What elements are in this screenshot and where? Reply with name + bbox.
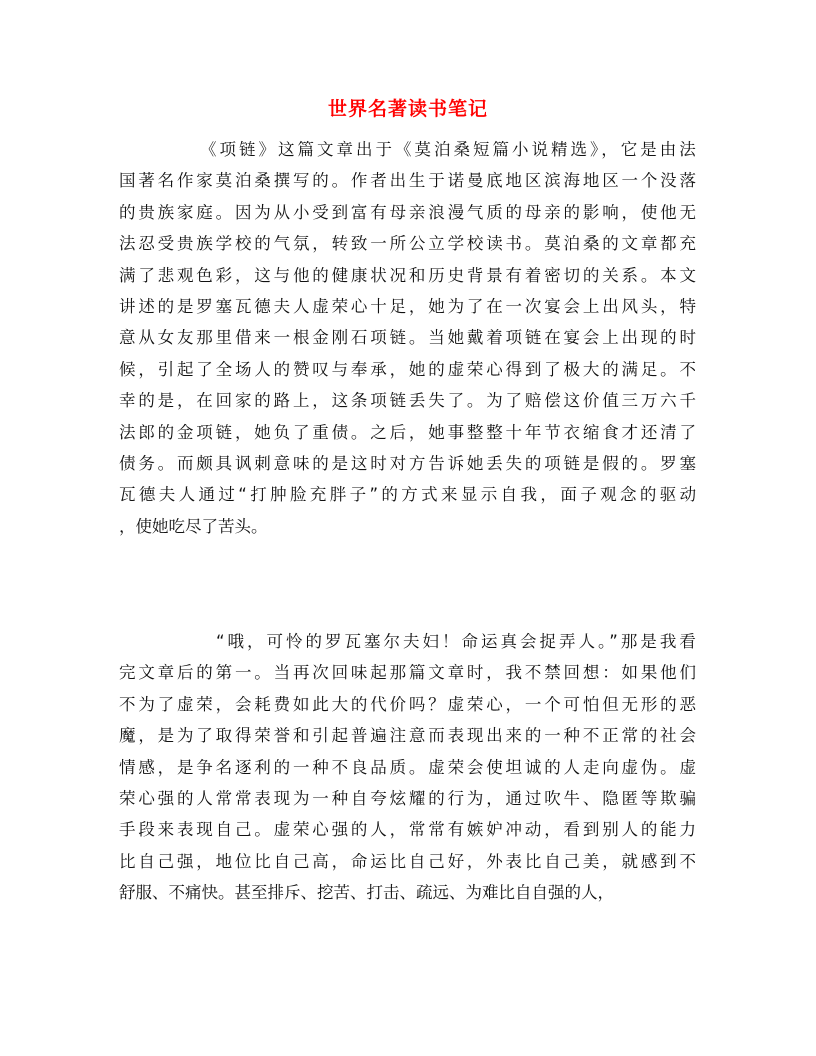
text-line: 国著名作家莫泊桑撰写的。作者出生于诺曼底地区滨海地区一个没落 bbox=[119, 171, 699, 191]
text-line: “哦，可怜的罗瓦塞尔夫妇！命运真会捉弄人。”那是我看 bbox=[216, 632, 699, 651]
text-line: 情感，是争名逐利的一种不良品质。虚荣会使坦诚的人走向虚伪。虚 bbox=[119, 757, 699, 777]
text-line: 债务。而颇具讽刺意味的是这时对方告诉她丢失的项链是假的。罗塞 bbox=[119, 454, 699, 473]
text-line: 不为了虚荣，会耗费如此大的代价吗？虚荣心，一个可怕但无形的恶 bbox=[119, 694, 699, 714]
text-line: 荣心强的人常常表现为一种自夸炫耀的行为，通过吹牛、隐匿等欺骗 bbox=[119, 789, 699, 808]
text-line: 法郎的金项链，她负了重债。之后，她事整整十年节衣缩食才还清了 bbox=[119, 422, 699, 442]
text-line: 讲述的是罗塞瓦德夫人虚荣心十足，她为了在一次宴会上出风头，特 bbox=[119, 297, 699, 316]
text-line: 舒服、不痛快。甚至排斥、挖苦、打击、疏远、为难比自自强的人， bbox=[119, 883, 614, 903]
document-title: 世界名著读书笔记 bbox=[327, 98, 488, 120]
text-line: 完文章后的第一。当再次回味起那篇文章时，我不禁回想：如果他们 bbox=[119, 663, 699, 683]
text-line: 瓦德夫人通过“打肿脸充胖子”的方式来显示自我，面子观念的驱动 bbox=[119, 485, 700, 505]
text-line: ，使她吃尽了苦头。 bbox=[119, 516, 268, 536]
text-line: 幸的是，在回家的路上，这条项链丢失了。为了赔偿这价值三万六千 bbox=[119, 391, 699, 411]
text-line: 意从女友那里借来一根金刚石项链。当她戴着项链在宴会上出现的时 bbox=[119, 328, 699, 348]
text-line: 的贵族家庭。因为从小受到富有母亲浪漫气质的母亲的影响，使他无 bbox=[119, 202, 699, 222]
text-line: 手段来表现自己。虚荣心强的人，常常有嫉妒冲动，看到别人的能力 bbox=[119, 820, 699, 840]
text-line: 法忍受贵族学校的气氛，转致一所公立学校读书。莫泊桑的文章都充 bbox=[119, 234, 699, 254]
text-line: 魔，是为了取得荣誉和引起普遍注意而表现出来的一种不正常的社会 bbox=[119, 726, 699, 746]
text-line: 比自己强，地位比自己高，命运比自己好，外表比自己美，就感到不 bbox=[119, 851, 699, 871]
text-line: 候，引起了全场人的赞叹与奉承，她的虚荣心得到了极大的满足。不 bbox=[119, 359, 699, 379]
text-line: 满了悲观色彩，这与他的健康状况和历史背景有着密切的关系。本文 bbox=[119, 265, 699, 285]
text-line: 《项链》这篇文章出于《莫泊桑短篇小说精选》，它是由法 bbox=[200, 140, 699, 159]
